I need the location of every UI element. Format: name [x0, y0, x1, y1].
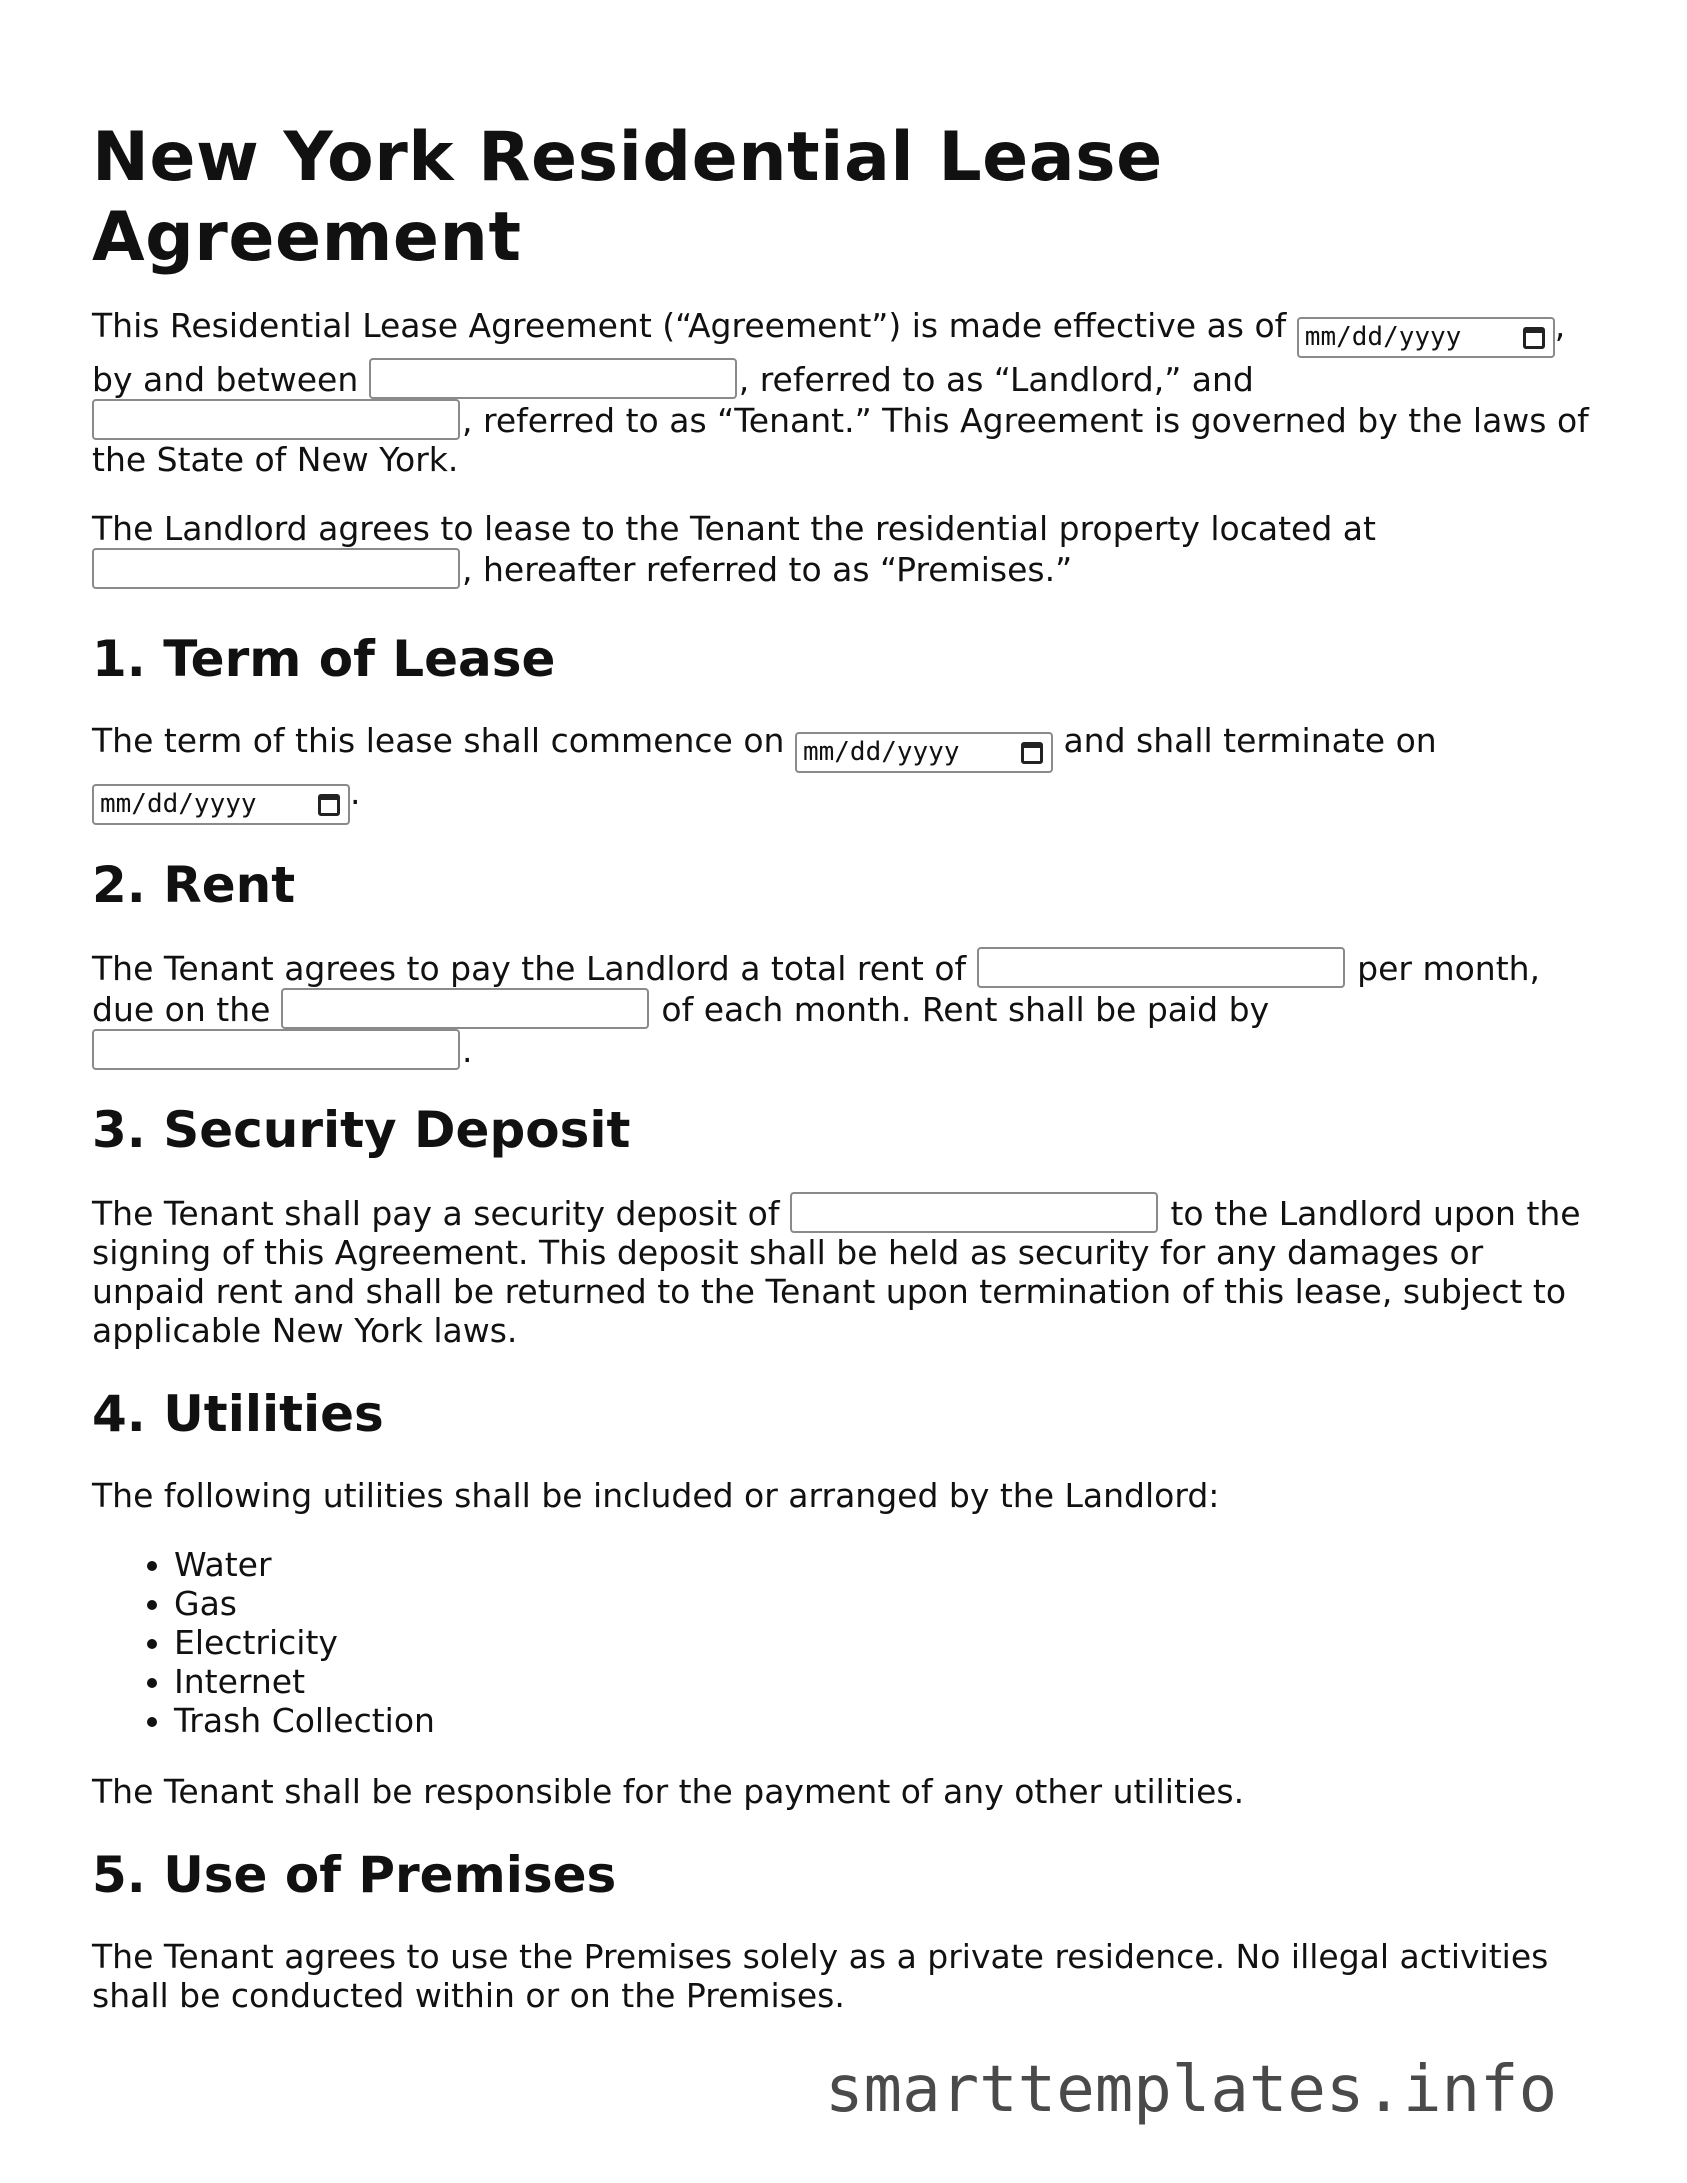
calendar-icon[interactable]	[1021, 742, 1043, 764]
term-paragraph: The term of this lease shall commence on mm/dd/yyyy and shall terminate on mm/dd/yyyy .	[92, 721, 1602, 825]
lease-end-date-input[interactable]: mm/dd/yyyy	[92, 784, 350, 825]
list-item: • Trash Collection	[174, 1701, 1602, 1740]
list-item: • Internet	[174, 1662, 1602, 1701]
landlord-name-input[interactable]	[369, 358, 737, 399]
section-heading-utilities: 4. Utilities	[92, 1385, 384, 1443]
list-item: • Gas	[174, 1584, 1602, 1623]
section-heading-deposit: 3. Security Deposit	[92, 1101, 631, 1159]
section-heading-term: 1. Term of Lease	[92, 630, 556, 688]
rent-due-day-input[interactable]	[281, 988, 649, 1029]
list-item: • Water	[174, 1545, 1602, 1584]
payment-method-input[interactable]	[92, 1029, 460, 1070]
rent-amount-input[interactable]	[977, 947, 1345, 988]
utilities-list	[92, 1545, 1602, 1740]
calendar-icon[interactable]	[318, 794, 340, 816]
lease-document	[92, 0, 1602, 2015]
utilities-intro: The following utilities shall be included or arranged by the Landlord:	[92, 1476, 1220, 1515]
watermark: smarttemplates.info	[825, 2053, 1558, 2127]
calendar-icon[interactable]	[1523, 327, 1545, 349]
page-title: New York Residential Lease Agreement	[92, 118, 1163, 277]
section-heading-use: 5. Use of Premises	[92, 1846, 617, 1904]
effective-date-input[interactable]: mm/dd/yyyy	[1297, 317, 1555, 358]
section-heading-rent: 2. Rent	[92, 856, 296, 914]
intro-paragraph: This Residential Lease Agreement (“Agreement”) is made effective as of mm/dd/yyyy , by and between , referred to as “Landlord,” and , referred to as “Tenant.” This Agreement is governed by the laws of the State of New York.	[92, 306, 1589, 479]
security-deposit-input[interactable]	[790, 1192, 1158, 1233]
premises-address-input[interactable]	[92, 548, 460, 589]
tenant-name-input[interactable]	[92, 399, 460, 440]
rent-paragraph: The Tenant agrees to pay the Landlord a total rent of per month, due on the of each month. Rent shall be paid by .	[92, 949, 1541, 1070]
premises-paragraph: The Landlord agrees to lease to the Tenant the residential property located at , hereafter referred to as “Premises.”	[92, 509, 1376, 589]
utilities-outro: The Tenant shall be responsible for the payment of any other utilities.	[92, 1772, 1245, 1811]
lease-start-date-input[interactable]: mm/dd/yyyy	[795, 732, 1053, 773]
list-item: • Electricity	[174, 1623, 1602, 1662]
use-paragraph: The Tenant agrees to use the Premises solely as a private residence. No illegal activities shall be conducted within or on the Premises.	[92, 1937, 1549, 2015]
deposit-paragraph: The Tenant shall pay a security deposit of to the Landlord upon the signing of this Agreement. This deposit shall be held as security for any damages or unpaid rent and shall be returned to the Tenant upon termination of this lease, subject to applicable New York laws.	[92, 1194, 1581, 1350]
